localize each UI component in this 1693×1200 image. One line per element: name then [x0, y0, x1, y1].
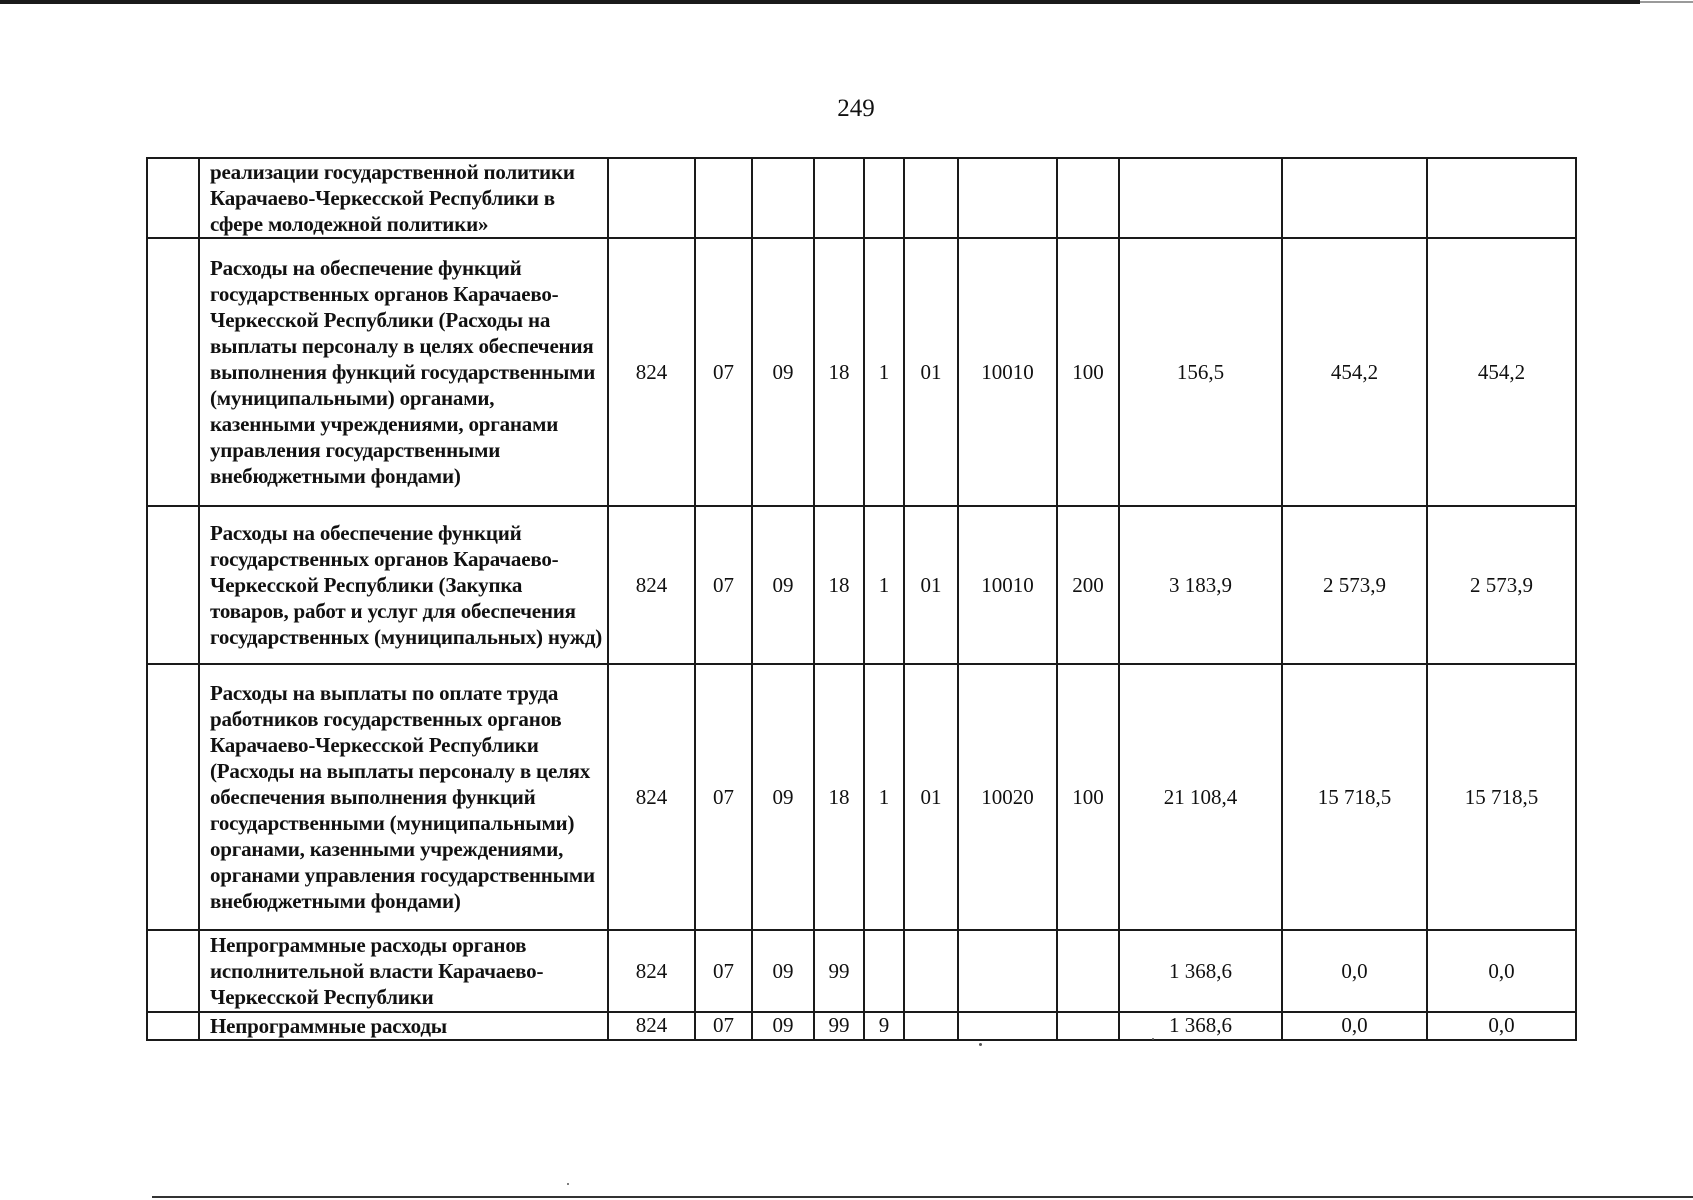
amount-year-2-cell	[1282, 158, 1427, 238]
expense-type-code-cell	[1057, 1012, 1119, 1040]
ministry-code-cell: 824	[608, 506, 695, 664]
subsection-code-cell: 09	[752, 664, 814, 930]
table-row	[147, 930, 1576, 1012]
scan-top-border-fade	[1640, 1, 1693, 3]
ministry-code-cell: 824	[608, 1012, 695, 1040]
amount-year-1-cell	[1119, 158, 1282, 238]
amount-year-3-cell: 0,0	[1427, 1012, 1576, 1040]
expense-type-code-cell: 100	[1057, 664, 1119, 930]
table-row	[147, 238, 1576, 506]
section-code-cell	[695, 158, 752, 238]
section-code-cell: 07	[695, 1012, 752, 1040]
amount-year-3-cell: 15 718,5	[1427, 664, 1576, 930]
direction-code-cell	[958, 1012, 1057, 1040]
expense-type-code-cell	[1057, 158, 1119, 238]
direction-code-cell	[958, 158, 1057, 238]
scan-bottom-line	[152, 1196, 1693, 1198]
subprogram-code-cell	[864, 930, 904, 1012]
ministry-code-cell: 824	[608, 664, 695, 930]
subsection-code-cell: 09	[752, 1012, 814, 1040]
ministry-code-cell: 824	[608, 930, 695, 1012]
section-code-cell: 07	[695, 238, 752, 506]
subprogram-code-cell	[864, 158, 904, 238]
amount-year-1-cell: 1 368,6	[1119, 930, 1282, 1012]
description-cell: Непрограммные расходы органов исполнительной власти Карачаево-Черкесской Республики	[199, 930, 608, 1012]
scan-speck	[1152, 1038, 1154, 1040]
section-code-cell: 07	[695, 930, 752, 1012]
scan-speck	[567, 1183, 569, 1185]
table-row	[147, 158, 1576, 238]
event-code-cell	[904, 930, 958, 1012]
program-code-cell: 99	[814, 1012, 864, 1040]
subprogram-code-cell: 9	[864, 1012, 904, 1040]
subprogram-code-cell: 1	[864, 506, 904, 664]
expense-type-code-cell: 200	[1057, 506, 1119, 664]
direction-code-cell: 10020	[958, 664, 1057, 930]
table-row	[147, 664, 1576, 930]
subsection-code-cell: 09	[752, 238, 814, 506]
event-code-cell: 01	[904, 238, 958, 506]
description-cell: Расходы на обеспечение функций государственных органов Карачаево-Черкесской Республики (Расходы на выплаты персоналу в целях обеспечения выполнения функций государственными (муниципальными) органами, казенными учреждениями, органами управления государственными внебюджетными фондами)	[199, 238, 608, 506]
expense-type-code-cell: 100	[1057, 238, 1119, 506]
scan-speck	[979, 1043, 982, 1046]
direction-code-cell: 10010	[958, 506, 1057, 664]
table-row	[147, 506, 1576, 664]
amount-year-2-cell: 2 573,9	[1282, 506, 1427, 664]
event-code-cell	[904, 1012, 958, 1040]
amount-year-1-cell: 156,5	[1119, 238, 1282, 506]
row-number-cell	[147, 930, 199, 1012]
program-code-cell: 18	[814, 506, 864, 664]
description-cell: Расходы на обеспечение функций государственных органов Карачаево-Черкесской Республики (Закупка товаров, работ и услуг для обеспечения государственных (муниципальных) нужд)	[199, 506, 608, 664]
budget-table	[146, 157, 1577, 1041]
amount-year-1-cell: 3 183,9	[1119, 506, 1282, 664]
event-code-cell	[904, 158, 958, 238]
row-number-cell	[147, 158, 199, 238]
section-code-cell: 07	[695, 506, 752, 664]
subsection-code-cell: 09	[752, 506, 814, 664]
page-number: 249	[837, 95, 875, 122]
ministry-code-cell	[608, 158, 695, 238]
event-code-cell: 01	[904, 506, 958, 664]
description-cell: реализации государственной политики Карачаево-Черкесской Республики в сфере молодежной политики»	[199, 158, 608, 238]
amount-year-2-cell: 454,2	[1282, 238, 1427, 506]
scan-top-border	[0, 0, 1640, 4]
amount-year-2-cell: 15 718,5	[1282, 664, 1427, 930]
expense-type-code-cell	[1057, 930, 1119, 1012]
amount-year-2-cell: 0,0	[1282, 930, 1427, 1012]
direction-code-cell: 10010	[958, 238, 1057, 506]
event-code-cell: 01	[904, 664, 958, 930]
section-code-cell: 07	[695, 664, 752, 930]
program-code-cell: 18	[814, 238, 864, 506]
amount-year-2-cell: 0,0	[1282, 1012, 1427, 1040]
row-number-cell	[147, 238, 199, 506]
amount-year-3-cell	[1427, 158, 1576, 238]
ministry-code-cell: 824	[608, 238, 695, 506]
amount-year-3-cell: 0,0	[1427, 930, 1576, 1012]
amount-year-1-cell: 21 108,4	[1119, 664, 1282, 930]
program-code-cell: 99	[814, 930, 864, 1012]
program-code-cell	[814, 158, 864, 238]
row-number-cell	[147, 506, 199, 664]
row-number-cell	[147, 664, 199, 930]
row-number-cell	[147, 1012, 199, 1040]
subsection-code-cell	[752, 158, 814, 238]
direction-code-cell	[958, 930, 1057, 1012]
amount-year-3-cell: 454,2	[1427, 238, 1576, 506]
description-cell: Расходы на выплаты по оплате труда работников государственных органов Карачаево-Черкесской Республики (Расходы на выплаты персоналу в целях обеспечения выполнения функций государственными (муниципальными) органами, казенными учреждениями, органами управления государственными внебюджетными фондами)	[199, 664, 608, 930]
description-cell: Непрограммные расходы	[199, 1012, 608, 1040]
amount-year-3-cell: 2 573,9	[1427, 506, 1576, 664]
program-code-cell: 18	[814, 664, 864, 930]
table-row	[147, 1012, 1576, 1040]
amount-year-1-cell: 1 368,6	[1119, 1012, 1282, 1040]
subprogram-code-cell: 1	[864, 664, 904, 930]
subsection-code-cell: 09	[752, 930, 814, 1012]
subprogram-code-cell: 1	[864, 238, 904, 506]
